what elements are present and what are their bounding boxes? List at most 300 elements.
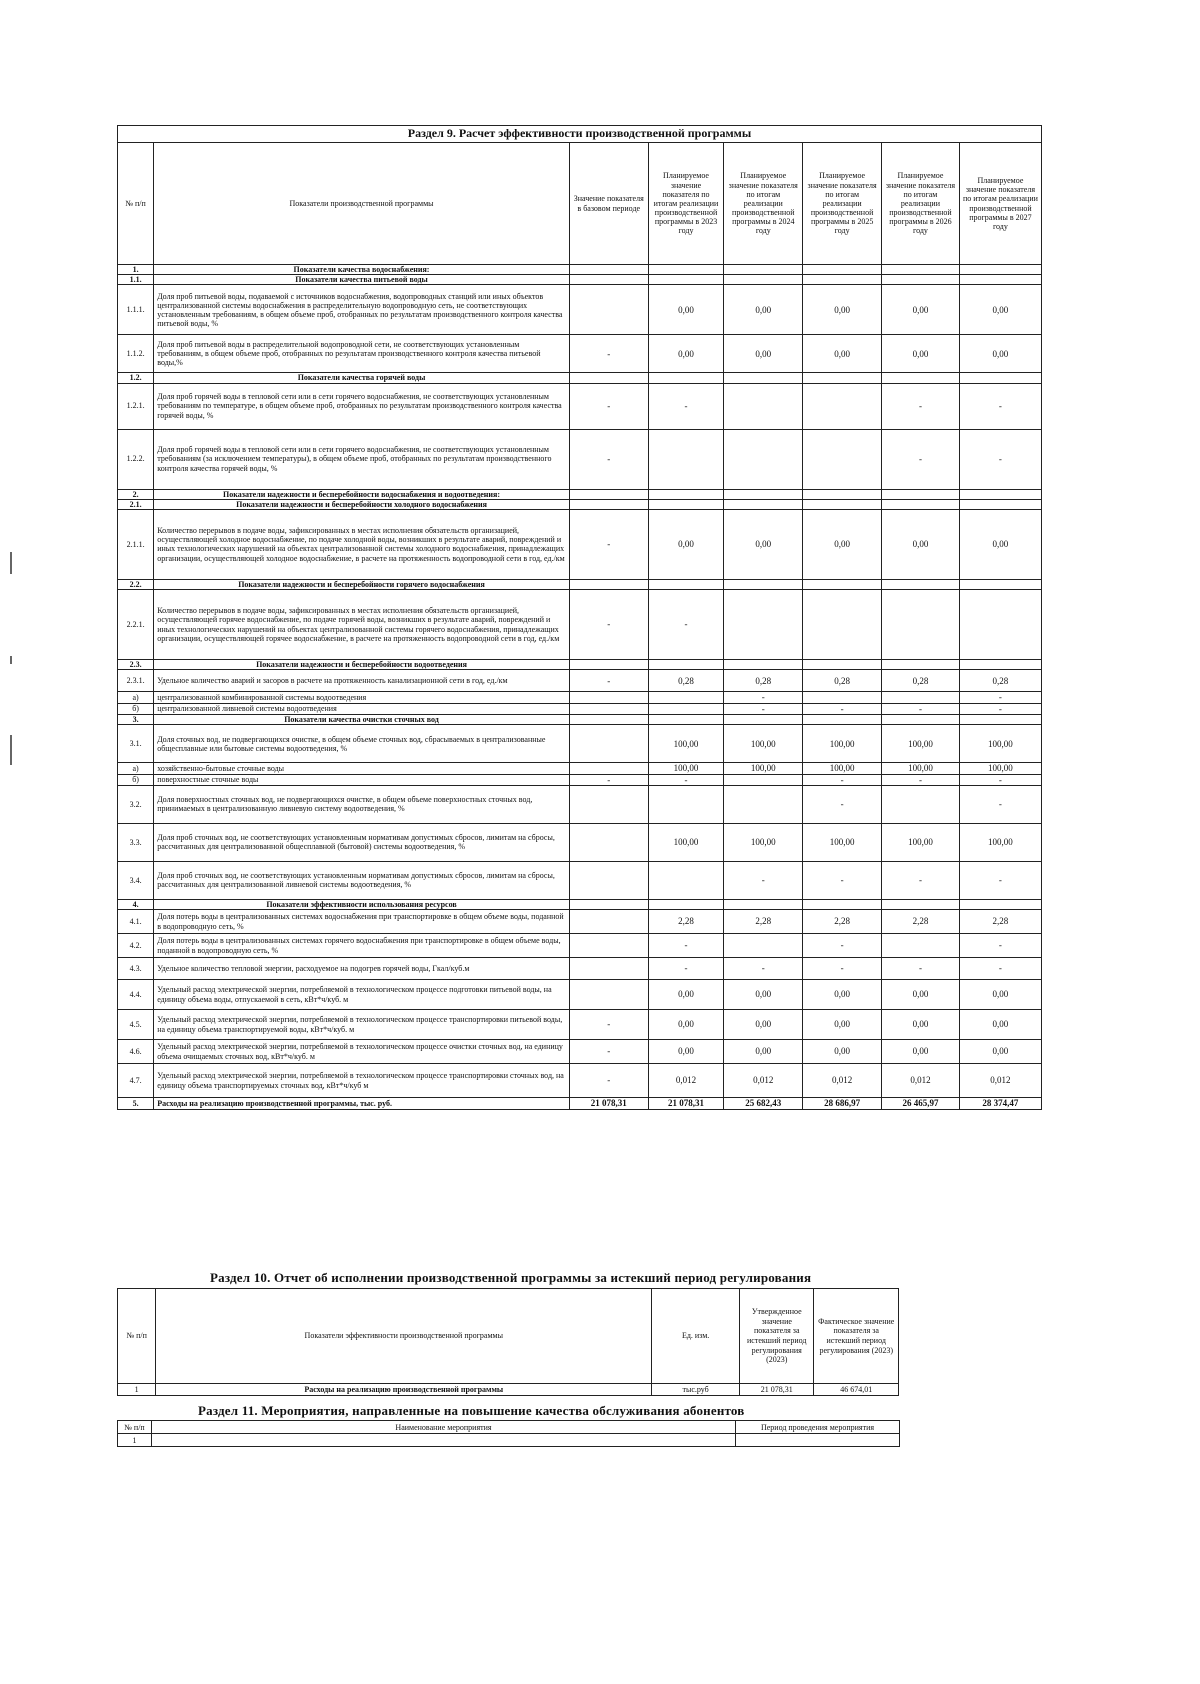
value-cell	[724, 383, 803, 429]
value-cell: 0,00	[803, 980, 882, 1010]
table-row	[118, 725, 1042, 763]
value-cell	[803, 265, 882, 275]
value-cell	[569, 265, 648, 275]
value-cell	[803, 692, 882, 703]
row-number: 3.	[118, 715, 154, 725]
row-number: 4.7.	[118, 1064, 154, 1098]
s11-header-num: № п/п	[118, 1421, 152, 1434]
value-cell: -	[803, 774, 882, 785]
value-cell: -	[882, 958, 960, 980]
value-cell: 0,00	[959, 285, 1041, 335]
value-cell	[803, 499, 882, 509]
s11-name-cell	[152, 1434, 736, 1447]
row-number: 3.1.	[118, 725, 154, 763]
s10-header-actual: Фактическое значение показателя за истекший период регулирования (2023)	[814, 1289, 899, 1384]
table-row	[118, 1064, 1042, 1098]
s11-header-name: Наименование мероприятия	[152, 1421, 736, 1434]
value-cell	[959, 715, 1041, 725]
value-cell	[882, 785, 960, 823]
value-cell: 100,00	[882, 725, 960, 763]
indicator-text: Удельное количество аварий и засоров в расчете на протяженность канализационной сети в год, ед./км	[154, 670, 570, 692]
value-cell	[648, 265, 724, 275]
value-cell: 100,00	[724, 763, 803, 774]
value-cell: -	[959, 429, 1041, 489]
section10-table	[117, 1288, 899, 1396]
value-cell: 100,00	[882, 823, 960, 861]
header-indicator: Показатели производственной программы	[154, 143, 570, 265]
value-cell: 0,00	[803, 509, 882, 579]
value-cell	[959, 590, 1041, 660]
value-cell: 2,28	[882, 910, 960, 934]
value-cell	[569, 703, 648, 714]
value-cell	[959, 489, 1041, 499]
value-cell	[569, 785, 648, 823]
value-cell: 0,00	[959, 1040, 1041, 1064]
value-cell	[803, 660, 882, 670]
value-cell: 0,00	[882, 1010, 960, 1040]
s10-header-indicator: Показатели эффективности производственной программы	[156, 1289, 652, 1384]
value-cell	[569, 823, 648, 861]
row-number: 2.1.1.	[118, 509, 154, 579]
value-cell	[569, 958, 648, 980]
row-number: 3.4.	[118, 861, 154, 899]
value-cell: -	[959, 934, 1041, 958]
row-number: 4.2.	[118, 934, 154, 958]
scan-mark	[10, 735, 12, 765]
table-row	[118, 489, 1042, 499]
value-cell: -	[569, 509, 648, 579]
indicator-text: Доля потерь воды в централизованных системах водоснабжения при транспортировке в общем объеме воды, поданной в водопроводную сеть, %	[154, 910, 570, 934]
value-cell: 100,00	[648, 763, 724, 774]
value-cell: 21 078,31	[569, 1098, 648, 1110]
value-cell: 0,00	[724, 1010, 803, 1040]
table-row	[118, 670, 1042, 692]
indicator-text: Удельный расход электрической энергии, потребляемой в технологическом процессе подготовки питьевой воды, на единицу объема воды, отпускаемой в сеть, кВт*ч/куб. м	[154, 980, 570, 1010]
table-row	[118, 1040, 1042, 1064]
table-row	[118, 785, 1042, 823]
value-cell: -	[724, 703, 803, 714]
value-cell: 0,00	[803, 285, 882, 335]
value-cell: 100,00	[648, 823, 724, 861]
section-heading: Показатели надежности и бесперебойности холодного водоснабжения	[154, 499, 570, 509]
value-cell	[648, 429, 724, 489]
value-cell	[882, 275, 960, 285]
table-row	[118, 958, 1042, 980]
value-cell: -	[959, 774, 1041, 785]
row-number: 3.2.	[118, 785, 154, 823]
value-cell	[724, 579, 803, 589]
value-cell	[882, 934, 960, 958]
header-2027: Планируемое значение показателя по итогам реализации производственной программы в 2027 году	[959, 143, 1041, 265]
header-2025: Планируемое значение показателя по итогам реализации производственной программы в 2025 году	[803, 143, 882, 265]
value-cell	[882, 579, 960, 589]
row-number: 2.2.1.	[118, 590, 154, 660]
indicator-text: поверхностные сточные воды	[154, 774, 570, 785]
indicator-text: Доля проб сточных вод, не соответствующих установленным нормативам допустимых сбросов, лимитам на сбросы, рассчитанных для централизованной ливневой системы водоотведения, %	[154, 861, 570, 899]
header-base: Значение показателя в базовом периоде	[569, 143, 648, 265]
value-cell	[569, 763, 648, 774]
value-cell	[569, 899, 648, 909]
indicator-text: централизованной ливневой системы водоотведения	[154, 703, 570, 714]
value-cell	[648, 785, 724, 823]
row-number: 2.1.	[118, 499, 154, 509]
value-cell: 100,00	[803, 823, 882, 861]
section9-table	[117, 125, 1042, 1110]
section9-title: Раздел 9. Расчет эффективности производственной программы	[118, 126, 1042, 143]
indicator-text: Доля поверхностных сточных вод, не подвергающихся очистке, в общем объеме поверхностных сточных вод, принимаемых в централизованную ливневую систему водоотведения, %	[154, 785, 570, 823]
header-2023: Планируемое значение показателя по итогам реализации производственной программы в 2023 году	[648, 143, 724, 265]
row-number: 2.2.	[118, 579, 154, 589]
value-cell: -	[803, 934, 882, 958]
value-cell: 0,00	[724, 509, 803, 579]
row-number: 5.	[118, 1098, 154, 1110]
row-number: а)	[118, 763, 154, 774]
table-row	[118, 275, 1042, 285]
row-number: 1.2.2.	[118, 429, 154, 489]
value-cell: 100,00	[882, 763, 960, 774]
value-cell	[882, 373, 960, 383]
value-cell: 0,00	[882, 980, 960, 1010]
value-cell: 25 682,43	[724, 1098, 803, 1110]
row-number: 1.1.1.	[118, 285, 154, 335]
value-cell	[882, 660, 960, 670]
section-heading: Показатели качества горячей воды	[154, 373, 570, 383]
table-row	[118, 285, 1042, 335]
value-cell: 28 374,47	[959, 1098, 1041, 1110]
value-cell: -	[882, 383, 960, 429]
value-cell	[648, 275, 724, 285]
value-cell	[959, 660, 1041, 670]
value-cell: 100,00	[959, 823, 1041, 861]
value-cell	[959, 373, 1041, 383]
value-cell: -	[803, 861, 882, 899]
row-number: 4.6.	[118, 1040, 154, 1064]
section11-table	[117, 1420, 900, 1447]
table-row	[118, 265, 1042, 275]
value-cell: 100,00	[959, 725, 1041, 763]
scan-mark	[10, 552, 12, 574]
value-cell: 0,00	[803, 1040, 882, 1064]
value-cell: -	[569, 335, 648, 373]
value-cell	[803, 579, 882, 589]
table-row	[118, 692, 1042, 703]
value-cell: -	[882, 703, 960, 714]
value-cell: 0,00	[882, 285, 960, 335]
value-cell	[648, 715, 724, 725]
value-cell: 0,00	[803, 335, 882, 373]
section-heading: Показатели эффективности использования ресурсов	[154, 899, 570, 909]
value-cell: 26 465,97	[882, 1098, 960, 1110]
value-cell: -	[724, 861, 803, 899]
value-cell: 0,00	[648, 285, 724, 335]
table-row	[118, 980, 1042, 1010]
value-cell	[882, 265, 960, 275]
indicator-text: Удельный расход электрической энергии, потребляемой в технологическом процессе транспортировки питьевой воды, на единицу объема транспортируемой воды, кВт*ч/куб. м	[154, 1010, 570, 1040]
value-cell	[882, 590, 960, 660]
s10-unit-cell: тыс.руб	[652, 1384, 740, 1396]
value-cell	[648, 579, 724, 589]
value-cell	[648, 899, 724, 909]
value-cell	[569, 725, 648, 763]
row-number: а)	[118, 692, 154, 703]
value-cell	[569, 910, 648, 934]
value-cell: 100,00	[724, 725, 803, 763]
table-row	[118, 715, 1042, 725]
value-cell	[803, 373, 882, 383]
value-cell	[882, 715, 960, 725]
header-2026: Планируемое значение показателя по итогам реализации производственной программы в 2026 году	[882, 143, 960, 265]
s10-header-unit: Ед. изм.	[652, 1289, 740, 1384]
value-cell: 2,28	[803, 910, 882, 934]
value-cell	[724, 660, 803, 670]
value-cell: 0,00	[803, 1010, 882, 1040]
value-cell	[569, 579, 648, 589]
indicator-text: Доля проб питьевой воды в распределительной водопроводной сети, не соответствующих установленным требованиям, в общем объеме проб, отобранных по результатам производственного контроля качества питьевой воды,%	[154, 335, 570, 373]
indicator-text: Количество перерывов в подаче воды, зафиксированных в местах исполнения обязательств организацией, осуществляющей холодное водоснабжение, по подаче холодной воды, возникших в результате аварий, повреждений и иных технологических нарушений на объектах централизованной системы холодного водоснабжения, принадлежащих организации, осуществляющей холодное водоснабжение, в расчете на протяженность водопроводной сети в год, ед./км	[154, 509, 570, 579]
table-row	[118, 429, 1042, 489]
value-cell: 100,00	[803, 763, 882, 774]
value-cell	[803, 383, 882, 429]
s10-header-num: № п/п	[118, 1289, 156, 1384]
value-cell: 0,00	[648, 1040, 724, 1064]
value-cell	[724, 275, 803, 285]
indicator-text: Расходы на реализацию производственной программы, тыс. руб.	[154, 1098, 570, 1110]
value-cell	[803, 429, 882, 489]
value-cell: -	[569, 1040, 648, 1064]
row-number: 4.5.	[118, 1010, 154, 1040]
row-number: б)	[118, 774, 154, 785]
value-cell	[959, 265, 1041, 275]
value-cell: 0,00	[882, 1040, 960, 1064]
value-cell	[724, 489, 803, 499]
value-cell	[724, 934, 803, 958]
value-cell	[569, 980, 648, 1010]
value-cell	[724, 499, 803, 509]
value-cell: -	[569, 383, 648, 429]
value-cell: -	[959, 383, 1041, 429]
indicator-text: централизованной комбинированной системы водоотведения	[154, 692, 570, 703]
section11-title: Раздел 11. Мероприятия, направленные на повышение качества обслуживания абонентов	[198, 1403, 745, 1418]
s10-approved-cell: 21 078,31	[740, 1384, 814, 1396]
value-cell: 0,012	[648, 1064, 724, 1098]
value-cell: -	[803, 958, 882, 980]
section-heading: Показатели качества водоснабжения:	[154, 265, 570, 275]
value-cell: -	[648, 383, 724, 429]
value-cell	[724, 590, 803, 660]
row-number: 1.1.	[118, 275, 154, 285]
s10-num-cell: 1	[118, 1384, 156, 1396]
value-cell	[569, 660, 648, 670]
table-row	[118, 1010, 1042, 1040]
value-cell: 0,00	[648, 335, 724, 373]
value-cell	[724, 785, 803, 823]
value-cell	[648, 499, 724, 509]
value-cell: 0,28	[959, 670, 1041, 692]
value-cell: -	[724, 958, 803, 980]
value-cell	[569, 275, 648, 285]
value-cell: 0,28	[882, 670, 960, 692]
value-cell: 0,00	[882, 335, 960, 373]
value-cell: 0,00	[959, 1010, 1041, 1040]
value-cell: 2,28	[959, 910, 1041, 934]
value-cell: 0,00	[959, 335, 1041, 373]
table-row	[118, 590, 1042, 660]
row-number: б)	[118, 703, 154, 714]
section-heading: Показатели надежности и бесперебойности водоснабжения и водоотведения:	[154, 489, 570, 499]
value-cell: 2,28	[648, 910, 724, 934]
value-cell: 0,00	[959, 980, 1041, 1010]
value-cell: 0,012	[724, 1064, 803, 1098]
value-cell: 0,00	[959, 509, 1041, 579]
value-cell: 0,00	[648, 1010, 724, 1040]
value-cell	[648, 692, 724, 703]
value-cell: 0,00	[724, 335, 803, 373]
value-cell: -	[959, 785, 1041, 823]
value-cell: 0,012	[803, 1064, 882, 1098]
row-number: 2.3.1.	[118, 670, 154, 692]
indicator-text: хозяйственно-бытовые сточные воды	[154, 763, 570, 774]
section10-title: Раздел 10. Отчет об исполнении производственной программы за истекший период регулирования	[210, 1270, 812, 1285]
value-cell	[724, 899, 803, 909]
table-row	[118, 509, 1042, 579]
indicator-text: Доля проб горячей воды в тепловой сети или в сети горячего водоснабжения, не соответствующих установленным требованиям по температуре, в общем объеме проб, отобранных по результатам производственного контроля качества горячей воды, %	[154, 383, 570, 429]
value-cell: 0,00	[724, 1040, 803, 1064]
value-cell: -	[959, 958, 1041, 980]
value-cell	[882, 692, 960, 703]
row-number: 4.4.	[118, 980, 154, 1010]
value-cell	[959, 275, 1041, 285]
value-cell: -	[803, 785, 882, 823]
value-cell	[648, 489, 724, 499]
value-cell	[882, 489, 960, 499]
value-cell	[569, 499, 648, 509]
value-cell	[803, 489, 882, 499]
value-cell: 100,00	[959, 763, 1041, 774]
indicator-text: Доля сточных вод, не подвергающихся очистке, в общем объеме сточных вод, сбрасываемых в централизованные общесплавные или бытовые системы водоотведения, %	[154, 725, 570, 763]
value-cell: -	[959, 861, 1041, 899]
section-heading: Показатели качества питьевой воды	[154, 275, 570, 285]
value-cell: 28 686,97	[803, 1098, 882, 1110]
table-row	[118, 823, 1042, 861]
value-cell	[803, 715, 882, 725]
table-row	[118, 774, 1042, 785]
indicator-text: Доля проб сточных вод, не соответствующих установленным нормативам допустимых сбросов, лимитам на сбросы, рассчитанных для централизованной общесплавной (бытовой) системы водоотведения, %	[154, 823, 570, 861]
indicator-text: Удельное количество тепловой энергии, расходуемое на подогрев горячей воды, Гкал/куб.м	[154, 958, 570, 980]
value-cell	[569, 861, 648, 899]
table-row	[118, 703, 1042, 714]
table-row	[118, 861, 1042, 899]
value-cell	[569, 373, 648, 383]
section-heading: Показатели качества очистки сточных вод	[154, 715, 570, 725]
value-cell: 0,28	[648, 670, 724, 692]
value-cell	[648, 861, 724, 899]
row-number: 2.	[118, 489, 154, 499]
value-cell: -	[724, 692, 803, 703]
value-cell: -	[569, 774, 648, 785]
section-heading: Показатели надежности и бесперебойности горячего водоснабжения	[154, 579, 570, 589]
value-cell: -	[959, 703, 1041, 714]
s10-actual-cell: 46 674,01	[814, 1384, 899, 1396]
table-row	[118, 910, 1042, 934]
value-cell: 0,00	[648, 980, 724, 1010]
value-cell: 21 078,31	[648, 1098, 724, 1110]
value-cell	[803, 899, 882, 909]
value-cell: 0,28	[724, 670, 803, 692]
value-cell: 0,00	[882, 509, 960, 579]
value-cell: -	[882, 774, 960, 785]
indicator-text: Удельный расход электрической энергии, потребляемой в технологическом процессе очистки сточных вод, на единицу объема очищаемых сточных вод, кВт*ч/куб. м	[154, 1040, 570, 1064]
value-cell: -	[569, 429, 648, 489]
s11-header-period: Период проведения мероприятия	[736, 1421, 900, 1434]
row-number: 1.2.1.	[118, 383, 154, 429]
indicator-text: Удельный расход электрической энергии, потребляемой в технологическом процессе транспортировки сточных вод, на единицу объема транспортируемых сточных вод, кВт*ч/куб м	[154, 1064, 570, 1098]
value-cell	[569, 489, 648, 499]
value-cell: -	[569, 1010, 648, 1040]
value-cell	[648, 373, 724, 383]
row-number: 1.	[118, 265, 154, 275]
s11-num-cell: 1	[118, 1434, 152, 1447]
value-cell	[648, 660, 724, 670]
value-cell	[724, 774, 803, 785]
value-cell: -	[648, 958, 724, 980]
header-2024: Планируемое значение показателя по итогам реализации производственной программы в 2024 году	[724, 143, 803, 265]
value-cell	[882, 899, 960, 909]
table-row	[118, 934, 1042, 958]
s10-text-cell: Расходы на реализацию производственной программы	[156, 1384, 652, 1396]
value-cell: 0,28	[803, 670, 882, 692]
value-cell: -	[882, 861, 960, 899]
row-number: 4.	[118, 899, 154, 909]
table-row	[118, 499, 1042, 509]
value-cell: -	[569, 1064, 648, 1098]
row-number: 2.3.	[118, 660, 154, 670]
value-cell	[724, 265, 803, 275]
value-cell	[648, 703, 724, 714]
table-row	[118, 1434, 900, 1447]
value-cell: -	[803, 703, 882, 714]
value-cell: 2,28	[724, 910, 803, 934]
table-row	[118, 899, 1042, 909]
table-row	[118, 579, 1042, 589]
value-cell	[724, 429, 803, 489]
value-cell: 0,00	[648, 509, 724, 579]
value-cell	[724, 715, 803, 725]
value-cell: 100,00	[724, 823, 803, 861]
indicator-text: Доля проб горячей воды в тепловой сети или в сети горячего водоснабжения, не соответствующих установленным требованиям (за исключением температуры), в общем объеме проб, отобранных по результатам производственного контроля качества горячей воды, %	[154, 429, 570, 489]
value-cell: 0,012	[882, 1064, 960, 1098]
row-number: 4.1.	[118, 910, 154, 934]
value-cell	[569, 934, 648, 958]
value-cell	[569, 285, 648, 335]
value-cell: 100,00	[803, 725, 882, 763]
table-row	[118, 1384, 899, 1396]
value-cell	[882, 499, 960, 509]
value-cell	[803, 275, 882, 285]
indicator-text: Количество перерывов в подаче воды, зафиксированных в местах исполнения обязательств организацией, осуществляющей горячее водоснабжение, по подаче горячей воды, возникших в результате аварий, повреждений и иных технологических нарушений на объектах централизованной системы горячего водоснабжения, принадлежащих организации, осуществляющей горячее водоснабжение, в расчете на протяженность водопроводной сети в год, ед./км	[154, 590, 570, 660]
value-cell	[959, 899, 1041, 909]
value-cell: -	[648, 934, 724, 958]
value-cell: 0,012	[959, 1064, 1041, 1098]
value-cell: 100,00	[648, 725, 724, 763]
table-row	[118, 335, 1042, 373]
scan-mark	[10, 656, 12, 664]
row-number: 1.2.	[118, 373, 154, 383]
table-row	[118, 660, 1042, 670]
table-row	[118, 383, 1042, 429]
table-row	[118, 1098, 1042, 1110]
table-row	[118, 373, 1042, 383]
indicator-text: Доля потерь воды в централизованных системах горячего водоснабжения при транспортировке в общем объеме воды, поданной в водопроводную сеть, %	[154, 934, 570, 958]
